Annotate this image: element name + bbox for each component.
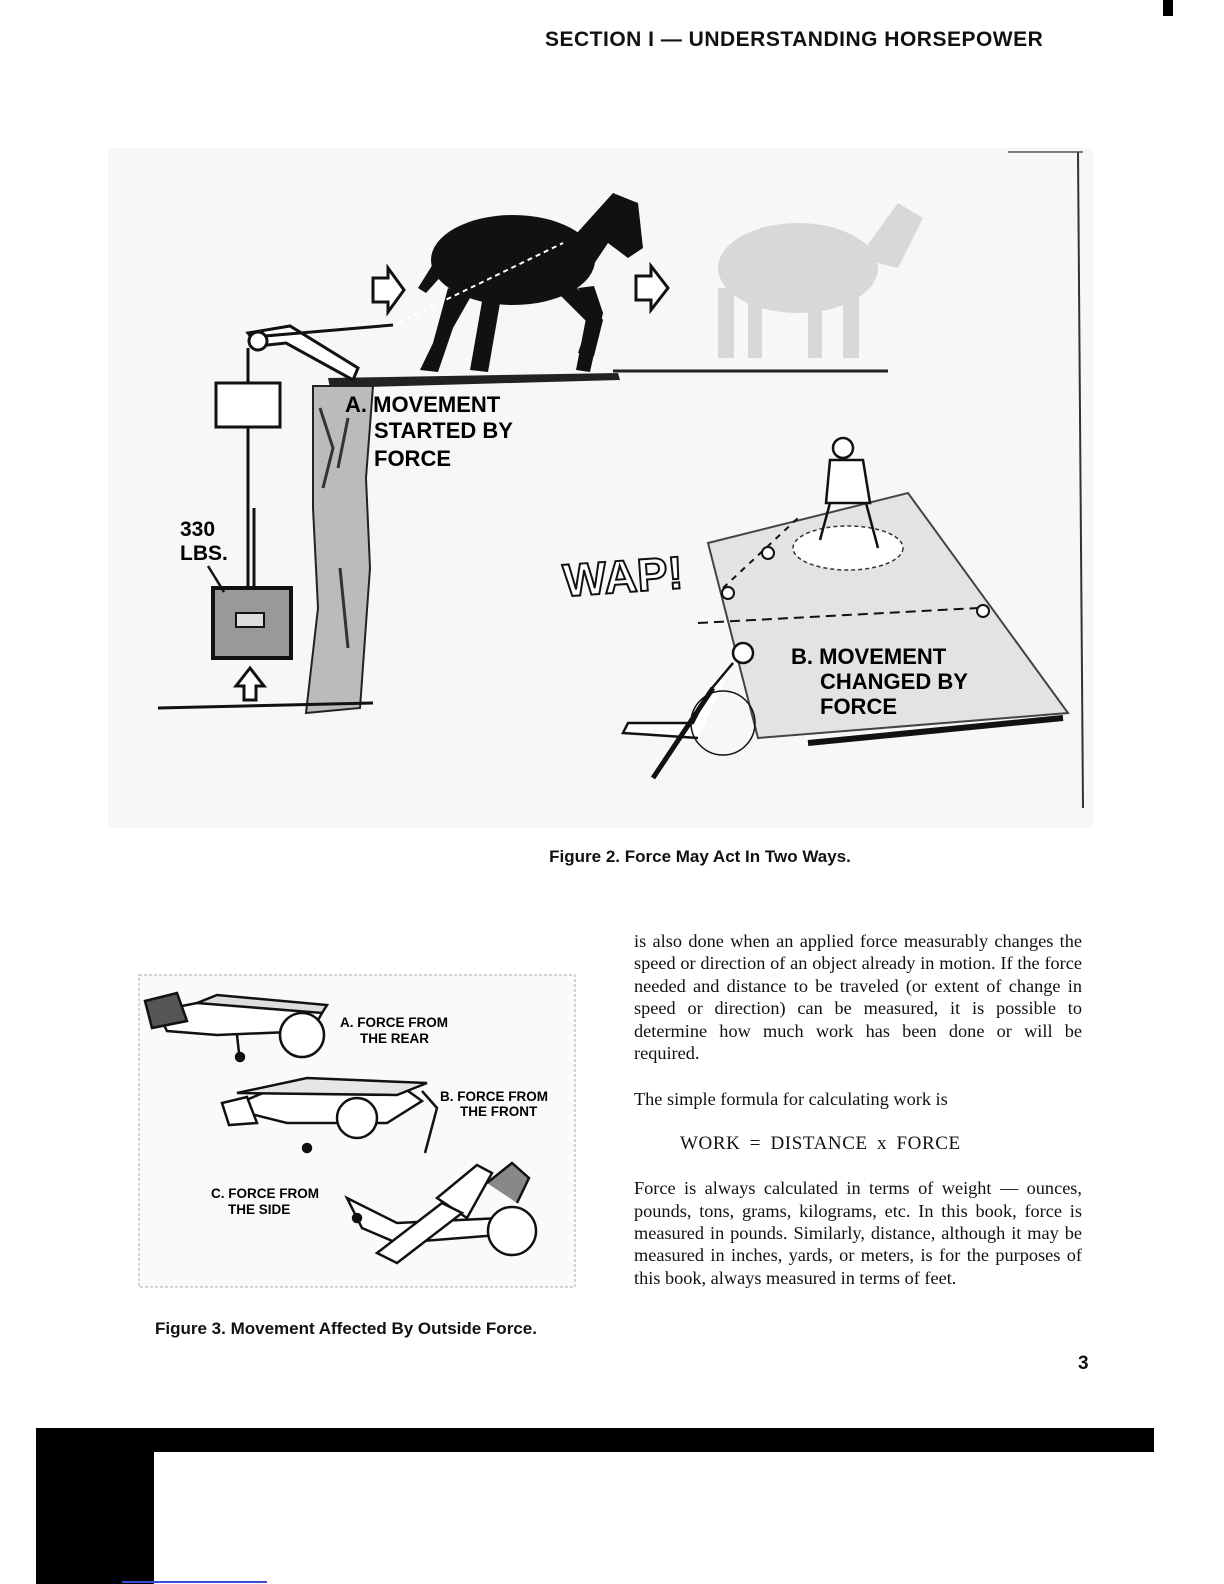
figure-3-label-b-line1: B. FORCE FROM xyxy=(440,1089,548,1104)
paragraph-formula-intro: The simple formula for calculating work is xyxy=(634,1089,948,1110)
figure-3-label-a-line2: THE REAR xyxy=(360,1031,430,1046)
bottom-black-bar xyxy=(36,1428,1154,1452)
figure-2-weight-line1: 330 xyxy=(180,518,216,541)
figure-2-illustration xyxy=(108,148,1093,828)
figure-3-caption: Figure 3. Movement Affected By Outside Force. xyxy=(155,1319,537,1338)
figure-3-label-b-line2: THE FRONT xyxy=(460,1104,538,1119)
page-number: 3 xyxy=(1078,1353,1089,1374)
figure-3-label-c-line1: C. FORCE FROM xyxy=(211,1186,319,1201)
bottom-link-underline xyxy=(122,1581,267,1583)
body-text-column xyxy=(634,930,1082,1289)
paragraph-force-units: Force is always calculated in terms of weight — ounces, pounds, tons, grams, kilograms, etc. In this book, force is measured in pounds. Similarly, distance, although it may be measured in inches, yards, or meters, is for the purposes of this book, always measured in terms of feet. xyxy=(634,1178,1082,1288)
figure-3-illustration xyxy=(137,973,577,1291)
figure-2-weight-line2: LBS. xyxy=(180,542,228,565)
figure-3-label-a-line1: A. FORCE FROM xyxy=(340,1015,448,1030)
figure-2-label-b-line2: CHANGED BY xyxy=(820,669,968,694)
figure-2-wap-text: WAP! xyxy=(561,546,685,607)
figure-2-label-a-line3: FORCE xyxy=(374,446,451,471)
work-formula: WORK = DISTANCE x FORCE xyxy=(680,1132,961,1154)
corner-mark xyxy=(1163,0,1173,16)
figure-2-caption: Figure 2. Force May Act In Two Ways. xyxy=(549,847,851,866)
figure-2-label-a-line2: STARTED BY xyxy=(374,418,513,443)
bottom-left-black-block xyxy=(36,1428,154,1584)
figure-3-label-c-line2: THE SIDE xyxy=(228,1202,291,1217)
paragraph-work-continuation: is also done when an applied force measurably changes the speed or direction of an object already in motion. If the force needed and distance to be traveled (or extent of change in speed or direction) can be measured, it is possible to determine how much work has been done or will be required. xyxy=(634,931,1082,1064)
section-header: SECTION I — UNDERSTANDING HORSEPOWER xyxy=(545,28,1044,51)
figure-2-label-b-line3: FORCE xyxy=(820,694,897,719)
figure-2-label-b-line1: B. MOVEMENT xyxy=(791,644,947,669)
figure-2-label-a-line1: A. MOVEMENT xyxy=(345,392,501,417)
